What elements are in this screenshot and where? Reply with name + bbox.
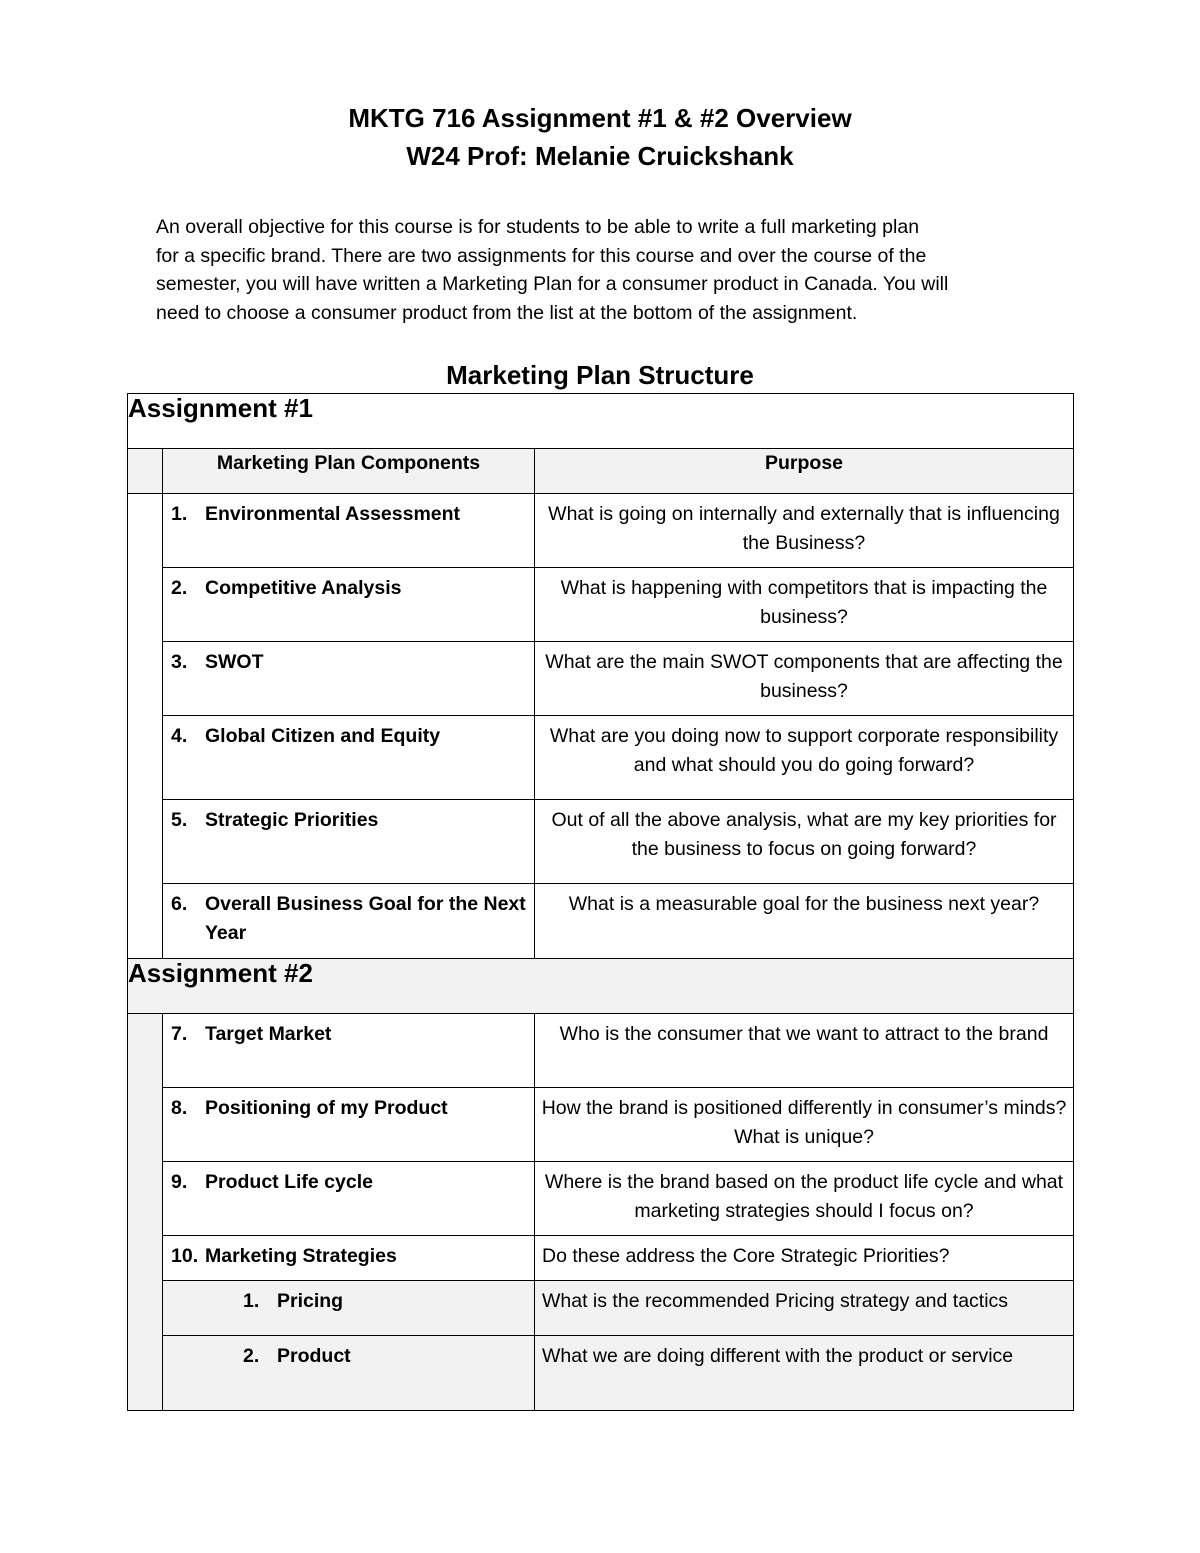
spacer-cell [128,494,163,959]
component-label: Overall Business Goal for the Next Year [205,893,526,944]
document-subtitle: W24 Prof: Melanie Cruickshank [406,141,794,171]
item-number: 1. [243,1290,260,1312]
intro-line: semester, you will have written a Marketing Plan for a consumer product in Canada. You will [156,273,949,296]
component-cell [163,1014,535,1088]
component-cell [163,1336,535,1411]
column-header-purpose: Purpose [535,449,1074,494]
component-label: Global Citizen and Equity [205,725,441,747]
purpose-cell: Who is the consumer that we want to attract to the brand [535,1014,1074,1088]
component-label: Marketing Strategies [205,1245,397,1267]
table-row [128,716,1074,800]
document-title: MKTG 716 Assignment #1 & #2 Overview [348,103,852,133]
component-cell [163,568,535,642]
spacer-cell [128,449,163,494]
component-label: Product Life cycle [205,1171,373,1193]
marketing-plan-table [127,393,1074,1411]
purpose-cell: What is a measurable goal for the business next year? [535,884,1074,959]
purpose-cell: Out of all the above analysis, what are my key priorities for the business to focus on going forward? [535,800,1074,884]
assignment-1-label: Assignment #1 [128,394,1074,449]
item-number: 7. [171,1023,188,1045]
component-label: SWOT [205,651,264,673]
intro-paragraph [156,213,1056,327]
component-cell [163,642,535,716]
section-title: Marketing Plan Structure [446,360,754,390]
purpose-cell: What is going on internally and externally that is influencing the Business? [535,494,1074,568]
intro-line: need to choose a consumer product from the list at the bottom of the assignment. [156,301,858,324]
component-cell [163,800,535,884]
item-number: 6. [171,893,188,915]
item-number: 2. [171,577,188,599]
purpose-cell: What is happening with competitors that is impacting the business? [535,568,1074,642]
component-label: Product [277,1345,351,1367]
item-number: 8. [171,1097,188,1119]
purpose-cell: What we are doing different with the product or service [535,1336,1074,1411]
item-number: 4. [171,725,188,747]
item-number: 2. [243,1345,260,1367]
item-number: 3. [171,651,188,673]
purpose-cell: What are the main SWOT components that are affecting the business? [535,642,1074,716]
component-label: Environmental Assessment [205,503,461,525]
table-row [128,1236,1074,1281]
spacer-cell [128,1014,163,1411]
component-cell [163,716,535,800]
purpose-cell: What is the recommended Pricing strategy and tactics [535,1281,1074,1336]
table-row [128,1014,1074,1088]
component-cell [163,1236,535,1281]
component-label: Pricing [277,1290,344,1312]
component-cell [163,494,535,568]
component-label: Competitive Analysis [205,577,402,599]
column-header-components: Marketing Plan Components [163,449,535,494]
assignment-2-header-row [128,959,1074,1014]
item-number: 5. [171,809,188,831]
column-header-row [128,449,1074,494]
assignment-1-header-row [128,394,1074,449]
table-row [128,642,1074,716]
purpose-cell: How the brand is positioned differently in consumer’s minds? What is unique? [535,1088,1074,1162]
assignment-2-label: Assignment #2 [128,959,1074,1014]
component-label: Strategic Priorities [205,809,379,831]
component-cell [163,884,535,959]
intro-line: An overall objective for this course is for students to be able to write a full marketing plan [156,216,920,238]
component-label: Positioning of my Product [205,1097,448,1119]
component-cell [163,1088,535,1162]
component-cell [163,1162,535,1236]
purpose-cell: Do these address the Core Strategic Priorities? [535,1236,1074,1281]
intro-line: for a specific brand. There are two assignments for this course and over the course of the [156,244,927,267]
purpose-cell: Where is the brand based on the product life cycle and what marketing strategies should I focus on? [535,1162,1074,1236]
table-row [128,1336,1074,1411]
table-row [128,568,1074,642]
item-number: 10. [171,1245,199,1267]
component-label: Target Market [205,1023,332,1045]
item-number: 9. [171,1171,188,1193]
table-row [128,800,1074,884]
purpose-cell: What are you doing now to support corporate responsibility and what should you do going forward? [535,716,1074,800]
table-row [128,1088,1074,1162]
item-number: 1. [171,503,188,525]
table-row [128,1281,1074,1336]
component-cell [163,1281,535,1336]
table-row [128,1162,1074,1236]
table-row [128,494,1074,568]
table-row [128,884,1074,959]
